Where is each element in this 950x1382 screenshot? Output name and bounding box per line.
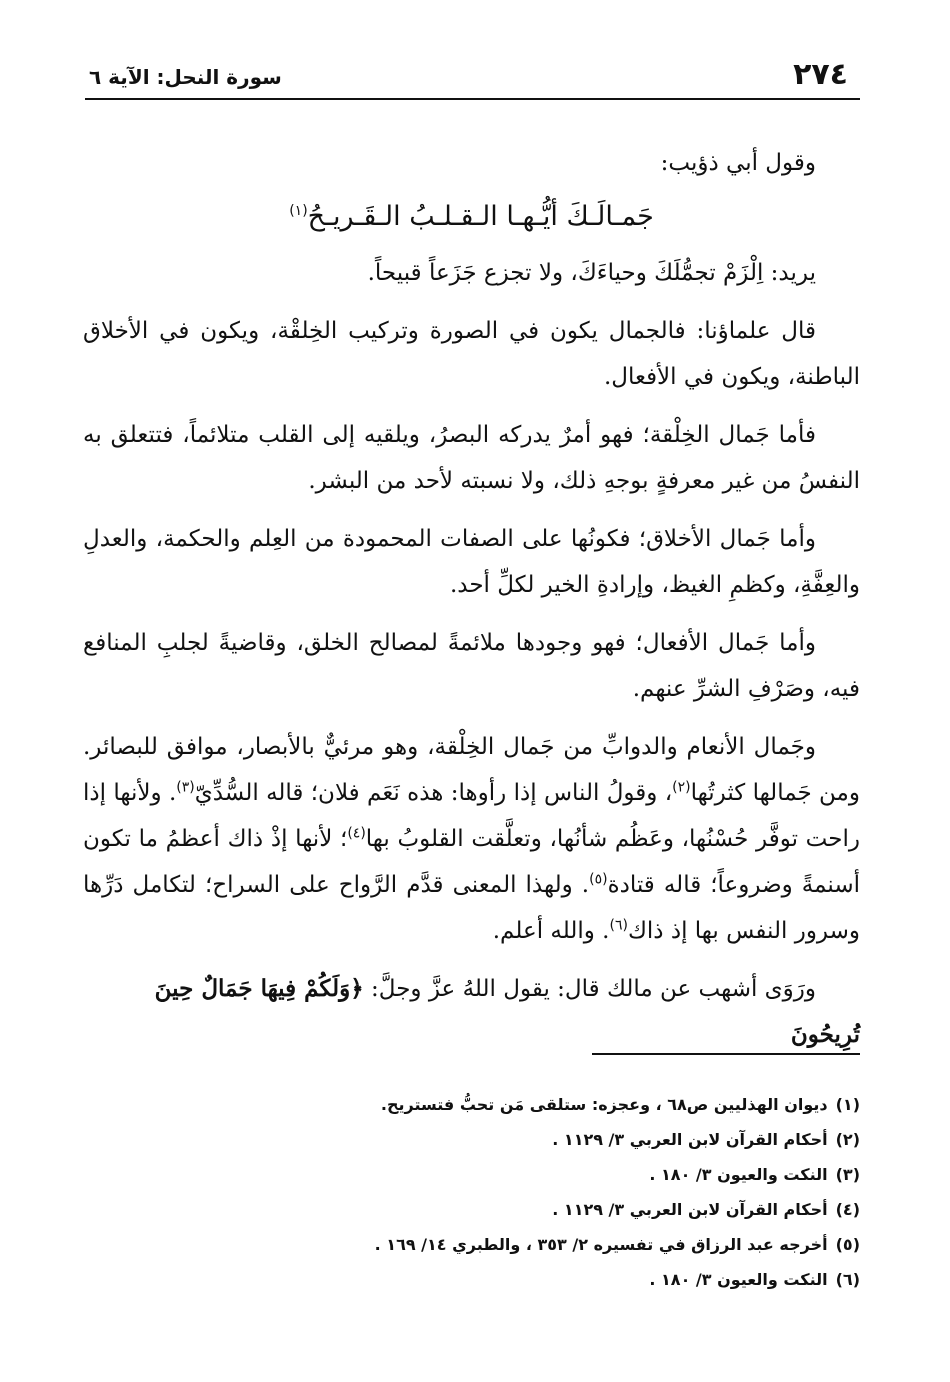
paragraph-text: . والله أعلم. [492,918,610,944]
intro-line [83,140,860,186]
footnote-text: أحكام القرآن لابن العربي ٣/ ١١٢٩ . [552,1200,828,1219]
paragraph-text: قال علماؤنا: فالجمال يكون في الصورة وتركيب الخِلقْة، ويكون في الأخلاق الباطنة، ويكون في الأفعال. [83,318,860,390]
paragraph-text: . ولهذا المعنى قدَّم الرَّواح على السراح؛ لتكامل دَرِّها وسرور النفس بها إذ ذاك [83,872,860,944]
running-header [85,52,860,100]
footnote-number: (٥) [835,1235,860,1254]
footnote-text: أخرجه عبد الرزاق في تفسيره ٢/ ٣٥٣ ، والطبري ١٤/ ١٦٩ . [374,1235,828,1254]
footnote-ref-6[interactable]: (٦) [609,917,628,934]
paragraph-text: فأما جَمال الخِلْقة؛ فهو أمرٌ يدركه البصرُ، ويلقيه إلى القلب متلائماً، فتتعلق به النفسُ من غير معرفةٍ بوجهِ ذلك، ولا نسبته لأحد من البشر. [83,422,860,494]
footnote-ref-4[interactable]: (٤) [347,825,366,842]
explanation-text: يريد: اِلْزَمْ تجمُّلَكَ وحياءَكَ، ولا تجزع جَزَعاً قبيحاً. [367,260,816,286]
paragraph-ashhab [83,966,860,1058]
main-text [83,140,860,1070]
footnote-text: النكت والعيون ٣/ ١٨٠ . [649,1270,828,1289]
footnote-2 [120,1122,860,1157]
footnote-ref-2[interactable]: (٢) [672,779,691,796]
footnote-4 [120,1192,860,1227]
paragraph-text: وأما جَمال الأخلاق؛ فكونُها على الصفات المحمودة من العِلم والحكمة، والعدلِ والعِفَّةِ، وكظمِ الغيظ، وإرادةِ الخير لكلِّ أحد. [83,526,860,598]
paragraph-text: ؛ لأنها إذْ ذاك أعظمُ ما تكون أسنمةً وضروعاً؛ قاله قتادة [83,826,860,898]
paragraph-text: . ولأنها إذا راحت توفَّر حُسْنُها، وعَظُم شأنُها، وتعلَّقت القلوبُ بها [83,780,860,852]
verse-text: جَمـالَـكَ أيُّـهـا الـقـلـبُ الـقَـريـحُ [307,201,654,232]
paragraph-beauty-of-character [83,516,860,608]
paragraph-text: وجَمال الأنعام والدوابِّ من جَمال الخِلْقة، وهو مرئيٌّ بالأبصار، موافق للبصائر. ومن جَمالها كثرتُها [83,734,860,806]
paragraph-beauty-of-form [83,412,860,504]
footnote-number: (٢) [835,1130,860,1149]
footnote-number: (٦) [835,1270,860,1289]
paragraph-text: ورَوَى أشهب عن مالك قال: يقول اللهُ عزَّ وجلَّ: [363,976,816,1002]
poetry-verse [83,194,860,240]
footnotes [120,1087,860,1297]
footnote-text: أحكام القرآن لابن العربي ٣/ ١١٢٩ . [552,1130,828,1149]
intro-text: وقول أبي ذؤيب: [660,150,816,176]
quran-quote: ﴿وَلَكُمْ فِيهَا جَمَالٌ حِينَ تُرِيحُونَ [154,975,860,1048]
footnote-text: النكت والعيون ٣/ ١٨٠ . [649,1165,828,1184]
footnote-number: (١) [835,1095,860,1114]
verse-explanation [83,250,860,296]
footnote-number: (٣) [835,1165,860,1184]
footnote-ref-1[interactable]: (١) [289,203,308,219]
paragraph-text: وأما جَمال الأفعال؛ فهو وجودها ملائمةً لمصالح الخلق، وقاضيةً لجلبِ المنافع فيه، وصَرْفِ الشرِّ عنهم. [83,630,860,702]
footnote-6 [120,1262,860,1297]
running-title: سورة النحل: الآية ٦ [89,65,282,89]
footnote-5 [120,1227,860,1262]
footnote-ref-5[interactable]: (٥) [589,871,608,888]
paragraph-livestock [83,724,860,954]
paragraph-beauty-of-deeds [83,620,860,712]
footnote-number: (٤) [835,1200,860,1219]
footnote-3 [120,1157,860,1192]
footnote-1 [120,1087,860,1122]
paragraph-text: ، وقولُ الناس إذا رأوها: هذه نَعَم فلان؛ قاله السُّدِّيّ [194,780,673,806]
footnote-text: ديوان الهذليين ص٦٨ ، وعجزه: ستلقى مَن تحبُّ فتستريح. [380,1095,828,1114]
paragraph-scholars [83,308,860,400]
footnote-separator [592,1053,860,1055]
footnote-ref-3[interactable]: (٣) [176,779,195,796]
page-number: ٢٧٤ [793,57,848,92]
